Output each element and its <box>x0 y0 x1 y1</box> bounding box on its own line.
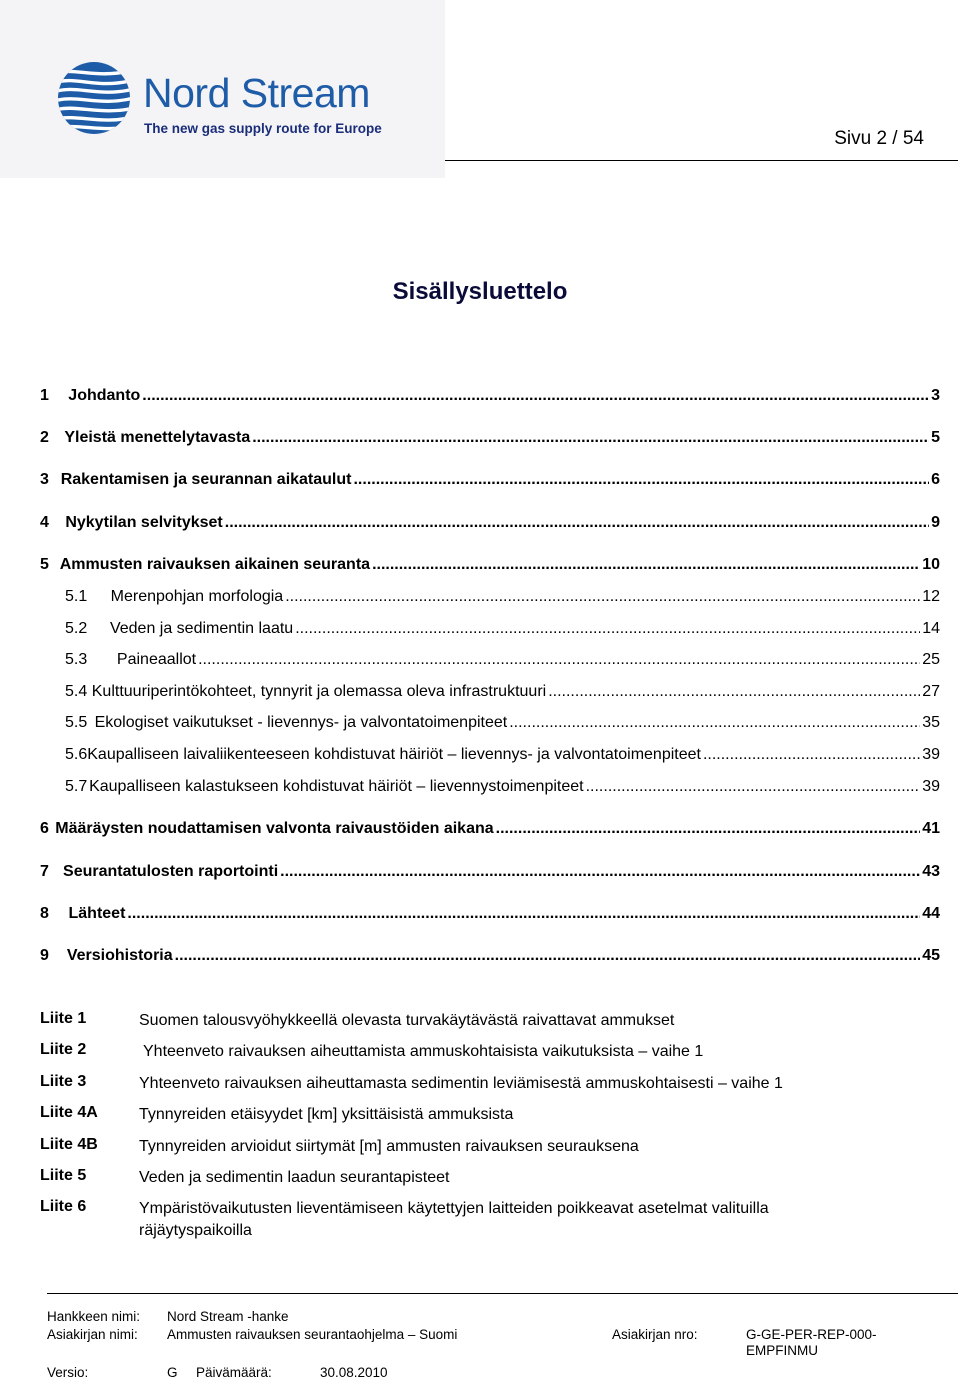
toc-number: 4 <box>40 514 49 531</box>
toc-title: Rakentamisen ja seurannan aikataulut <box>60 471 352 488</box>
toc-leader <box>496 820 921 838</box>
toc-page: 44 <box>922 905 940 922</box>
toc-title: Ekologiset vaikutukset - lievennys- ja valvontatoimenpiteet <box>94 714 508 731</box>
toc-leader <box>509 714 920 732</box>
toc-leader <box>142 387 929 405</box>
toc-entry[interactable] <box>40 429 940 447</box>
toc-number: 5.2 <box>65 620 88 637</box>
appendix-description: Yhteenveto raivauksen aiheuttamasta sedimentin leviämisestä ammuskohtaisesti – vaihe 1 <box>139 1075 783 1092</box>
toc-leader <box>198 651 920 669</box>
toc-leader <box>285 588 920 606</box>
toc-number: 8 <box>40 905 49 922</box>
toc-page: 3 <box>931 387 940 404</box>
toc-title: Paineaallot <box>116 651 197 668</box>
toc-number: 5.1 <box>65 588 88 605</box>
toc-title: Versiohistoria <box>66 947 173 964</box>
nord-stream-globe-logo <box>56 60 132 141</box>
appendix-label: Liite 4A <box>40 1104 98 1121</box>
appendix-label: Liite 2 <box>40 1041 87 1058</box>
toc-page: 10 <box>922 556 940 573</box>
toc-entry[interactable] <box>65 588 940 606</box>
toc-leader <box>548 683 920 701</box>
appendix-description: Veden ja sedimentin laadun seurantapisteet <box>139 1169 450 1186</box>
toc-number: 5.5 <box>65 714 88 731</box>
toc-number: 9 <box>40 947 49 964</box>
toc-number: 5.7 <box>65 778 88 795</box>
toc-page: 41 <box>922 820 940 837</box>
toc-title: Veden ja sedimentin laatu <box>109 620 294 637</box>
toc-title: Määräysten noudattamisen valvonta raivaustöiden aikana <box>55 820 494 837</box>
toc-page: 5 <box>931 429 940 446</box>
appendix-description: Tynnyreiden etäisyydet [km] yksittäisistä ammuksista <box>139 1106 514 1123</box>
appendix-label: Liite 4B <box>40 1136 98 1153</box>
toc-page: 12 <box>922 588 940 605</box>
footer-doc-number-label: Asiakirjan nro: <box>612 1327 698 1342</box>
toc-entry[interactable] <box>40 556 940 574</box>
appendix-item <box>40 1167 920 1189</box>
toc-title: Nykytilan selvitykset <box>65 514 223 531</box>
toc-number: 5.4 <box>65 683 88 700</box>
appendix-item <box>40 1104 920 1126</box>
appendix-item <box>40 1136 920 1158</box>
toc-entry[interactable] <box>65 746 940 764</box>
footer-version-label: Versio: <box>47 1365 89 1380</box>
toc-entry[interactable] <box>65 620 940 638</box>
appendix-description: Tynnyreiden arvioidut siirtymät [m] ammusten raivauksen seurauksena <box>139 1138 639 1155</box>
footer-project-value: Nord Stream -hanke <box>167 1309 289 1324</box>
toc-entry[interactable] <box>40 947 940 965</box>
toc-number: 1 <box>40 387 49 404</box>
toc-entry[interactable] <box>40 471 940 489</box>
toc-entry[interactable] <box>65 778 940 796</box>
toc-number: 2 <box>40 429 49 446</box>
toc-leader <box>586 778 921 796</box>
toc-number: 5 <box>40 556 49 573</box>
page-title: Sisällysluettelo <box>392 278 568 305</box>
toc-leader <box>175 947 921 965</box>
toc-leader <box>295 620 920 638</box>
toc-page: 39 <box>922 746 940 763</box>
toc-entry[interactable] <box>65 683 940 701</box>
toc-entry[interactable] <box>40 905 940 923</box>
toc-number: 5.3 <box>65 651 88 668</box>
appendix-description: Yhteenveto raivauksen aiheuttamista ammuskohtaisista vaikutuksista – vaihe 1 <box>143 1043 704 1060</box>
brand-tagline: The new gas supply route for Europe <box>144 121 382 136</box>
appendix-label: Liite 3 <box>40 1073 87 1090</box>
appendix-description: Ympäristövaikutusten lieventämiseen käytettyjen laitteiden poikkeavat asetelmat valituilla räjäytyspaikoilla <box>139 1200 769 1239</box>
toc-entry[interactable] <box>65 651 940 669</box>
toc-entry[interactable] <box>40 820 940 838</box>
footer-doc-name-label: Asiakirjan nimi: <box>47 1327 138 1342</box>
footer-date-label: Päivämäärä: <box>196 1365 272 1380</box>
toc-page: 27 <box>922 683 940 700</box>
appendix-label: Liite 1 <box>40 1010 87 1027</box>
toc-leader <box>280 863 920 881</box>
toc-leader <box>252 429 929 447</box>
footer-version-value: G <box>167 1365 178 1380</box>
toc-entry[interactable] <box>40 863 940 881</box>
header-rule <box>445 160 958 161</box>
toc-title: Ammusten raivauksen aikainen seuranta <box>59 556 371 573</box>
toc-leader <box>353 471 929 489</box>
toc-leader <box>372 556 920 574</box>
appendix-item <box>40 1010 920 1032</box>
toc-page: 25 <box>922 651 940 668</box>
toc-page: 45 <box>922 947 940 964</box>
toc-page: 9 <box>931 514 940 531</box>
appendix-item <box>40 1041 920 1063</box>
toc-title: Yleistä menettelytavasta <box>64 429 251 446</box>
toc-title: Kaupalliseen laivaliikenteeseen kohdistuvat häiriöt – lievennys- ja valvontatoimenpiteet <box>87 746 701 763</box>
appendix-item <box>40 1198 920 1242</box>
toc-leader <box>127 905 920 923</box>
footer-doc-number-line2: EMPFINMU <box>746 1343 818 1358</box>
toc-leader <box>225 514 929 532</box>
toc-title: Lähteet <box>68 905 126 922</box>
toc-title: Kaupalliseen kalastukseen kohdistuvat häiriöt – lievennystoimenpiteet <box>89 778 584 795</box>
footer-project-label: Hankkeen nimi: <box>47 1309 141 1324</box>
toc-entry[interactable] <box>40 514 940 532</box>
toc-leader <box>703 746 920 764</box>
footer-rule <box>47 1293 958 1294</box>
appendix-label: Liite 5 <box>40 1167 87 1184</box>
footer-doc-name-value: Ammusten raivauksen seurantaohjelma – Suomi <box>167 1327 458 1342</box>
toc-title: Merenpohjan morfologia <box>110 588 284 605</box>
brand-name: Nord Stream <box>143 70 370 116</box>
footer-doc-number-line1: G-GE-PER-REP-000- <box>746 1327 877 1342</box>
toc-entry[interactable] <box>65 714 940 732</box>
toc-title: Johdanto <box>68 387 141 404</box>
toc-page: 39 <box>922 778 940 795</box>
toc-title: Kulttuuriperintökohteet, tynnyrit ja olemassa oleva infrastruktuuri <box>91 683 547 700</box>
appendix-label: Liite 6 <box>40 1198 87 1215</box>
toc-number: 3 <box>40 471 49 488</box>
toc-page: 35 <box>922 714 940 731</box>
appendix-item <box>40 1073 920 1095</box>
toc-page: 14 <box>922 620 940 637</box>
toc-page: 6 <box>931 471 940 488</box>
toc-number: 7 <box>40 863 49 880</box>
appendix-description: Suomen talousvyöhykkeellä olevasta turvakäytävästä raivattavat ammukset <box>139 1012 675 1029</box>
footer-date-value: 30.08.2010 <box>320 1365 388 1380</box>
toc-entry[interactable] <box>40 387 940 405</box>
toc-page: 43 <box>922 863 940 880</box>
toc-number: 6 <box>40 820 49 837</box>
page-number: Sivu 2 / 54 <box>834 128 924 149</box>
toc-number: 5.6 <box>65 746 88 763</box>
toc-title: Seurantatulosten raportointi <box>63 863 279 880</box>
